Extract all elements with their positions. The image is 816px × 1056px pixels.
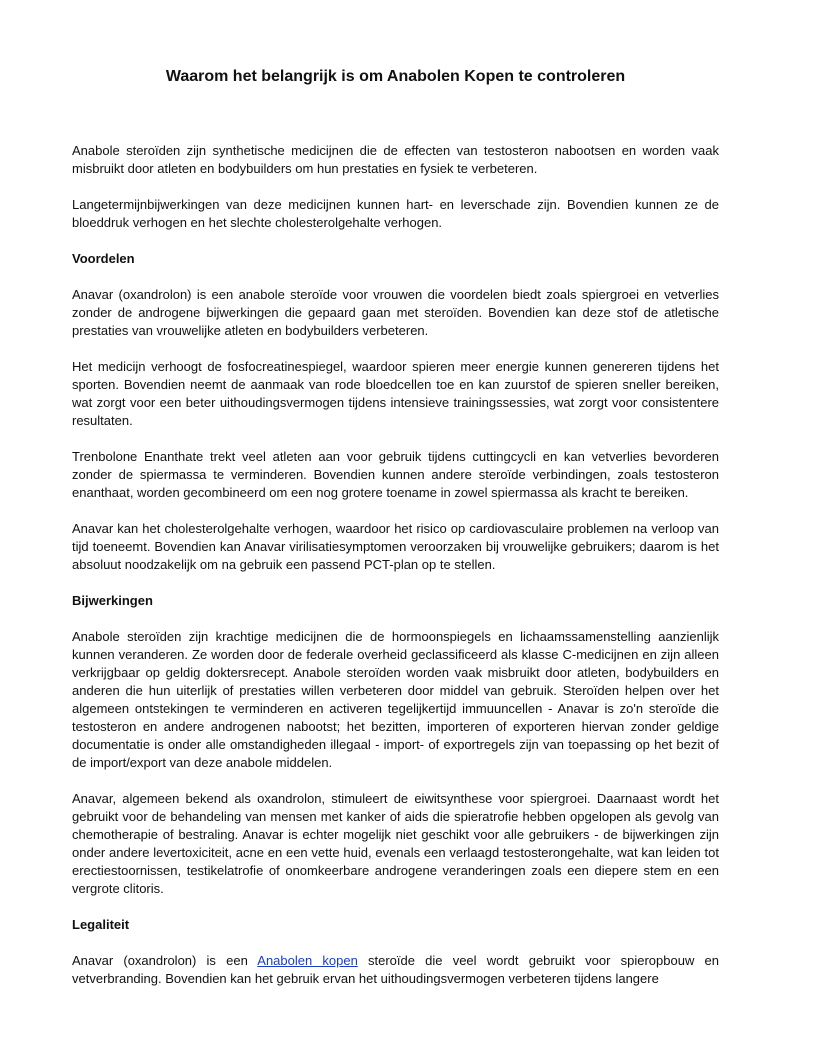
section-heading-legaliteit: Legaliteit: [72, 917, 130, 932]
paragraph-legality-text-after: steroïde die veel wordt gebruikt voor spieropbouw en vetverbranding. Bovendien kan het gebruik ervan het uithoudingsvermogen verbeteren tijdens langere: [72, 953, 719, 986]
section-heading-voordelen: Voordelen: [72, 251, 135, 266]
paragraph-phosphocreatine: Het medicijn verhoogt de fosfocreatinespiegel, waardoor spieren meer energie kunnen genereren tijdens het sporten. Bovendien neemt de aanmaak van rode bloedcellen toe en kan zuurstof de spieren sneller bereiken, wat zorgt voor een beter uithoudingsvermogen tijdens intensieve trainingssessies, wat zorgt voor consistentere resultaten.: [72, 359, 719, 428]
section-heading-bijwerkingen: Bijwerkingen: [72, 593, 153, 608]
paragraph-intro: Anabole steroïden zijn synthetische medicijnen die de effecten van testosteron nabootsen en worden vaak misbruikt door atleten en bodybuilders om hun prestaties en fysiek te verbeteren.: [72, 143, 719, 176]
paragraph-long-term-effects: Langetermijnbijwerkingen van deze medicijnen kunnen hart- en leverschade zijn. Bovendien kunnen ze de bloeddruk verhogen en het slechte cholesterolgehalte verhogen.: [72, 197, 719, 230]
paragraph-anavar-women: Anavar (oxandrolon) is een anabole steroïde voor vrouwen die voordelen biedt zoals spiergroei en vetverlies zonder de androgene bijwerkingen die gepaard gaan met steroïden. Bovendien kan deze stof de atletische prestaties van vrouwelijke atleten en bodybuilders verbeteren.: [72, 287, 719, 338]
document-title: Waarom het belangrijk is om Anabolen Kopen te controleren: [165, 68, 626, 85]
document-body: [72, 142, 719, 988]
paragraph-cholesterol: Anavar kan het cholesterolgehalte verhogen, waardoor het risico op cardiovasculaire problemen na verloop van tijd toeneemt. Bovendien kan Anavar virilisatiesymptomen veroorzaken bij vrouwelijke gebruikers; daarom is het absoluut noodzakelijk om na gebruik een passend PCT-plan op te stellen.: [72, 521, 719, 572]
paragraph-protein-synthesis: Anavar, algemeen bekend als oxandrolon, stimuleert de eiwitsynthese voor spiergroei. Daarnaast wordt het gebruikt voor de behandeling van mensen met kanker of aids die spieratrofie hebben opgelopen als gevolg van chemotherapie of bestraling. Anavar is echter mogelijk niet geschikt voor alle gebruikers - de bijwerkingen zijn onder andere levertoxiciteit, acne en een vette huid, evenals een verlaagd testosterongehalte, wat kan leiden tot erectiestoornissen, testikelatrofie of onomkeerbare androgene veranderingen zoals een diepere stem en een vergrote clitoris.: [72, 791, 719, 896]
paragraph-legality-text-before: Anavar (oxandrolon) is een: [72, 953, 258, 968]
anabolen-kopen-link[interactable]: Anabolen kopen: [257, 953, 358, 968]
paragraph-legality: [72, 952, 719, 988]
paragraph-trenbolone: Trenbolone Enanthate trekt veel atleten aan voor gebruik tijdens cuttingcycli en kan vetverlies bevorderen zonder de spiermassa te verminderen. Bovendien kunnen andere steroïde verbindingen, zoals testosteron enanthaat, worden gecombineerd om een nog grotere toename in zowel spiermassa als kracht te bereiken.: [72, 449, 719, 500]
paragraph-hormone-levels: Anabole steroïden zijn krachtige medicijnen die de hormoonspiegels en lichaamssamenstelling aanzienlijk kunnen veranderen. Ze worden door de federale overheid geclassificeerd als klasse C-medicijnen en zijn alleen verkrijgbaar op geldig doktersrecept. Anabole steroïden worden vaak misbruikt door atleten, bodybuilders en anderen die hun uiterlijk of prestaties willen verbeteren door middel van gebruik. Steroïden helpen over het algemeen ontstekingen te verminderen en activeren tegelijkertijd immuuncellen - Anavar is zo'n steroïde die testosteron en andere androgenen nabootst; het bezitten, importeren of exporteren hiervan zonder geldige documentatie is onder alle omstandigheden illegaal - import- of exportregels zijn van toepassing op het bezit of de import/export van deze anabole middelen.: [72, 629, 719, 770]
document-page: [72, 0, 719, 1056]
